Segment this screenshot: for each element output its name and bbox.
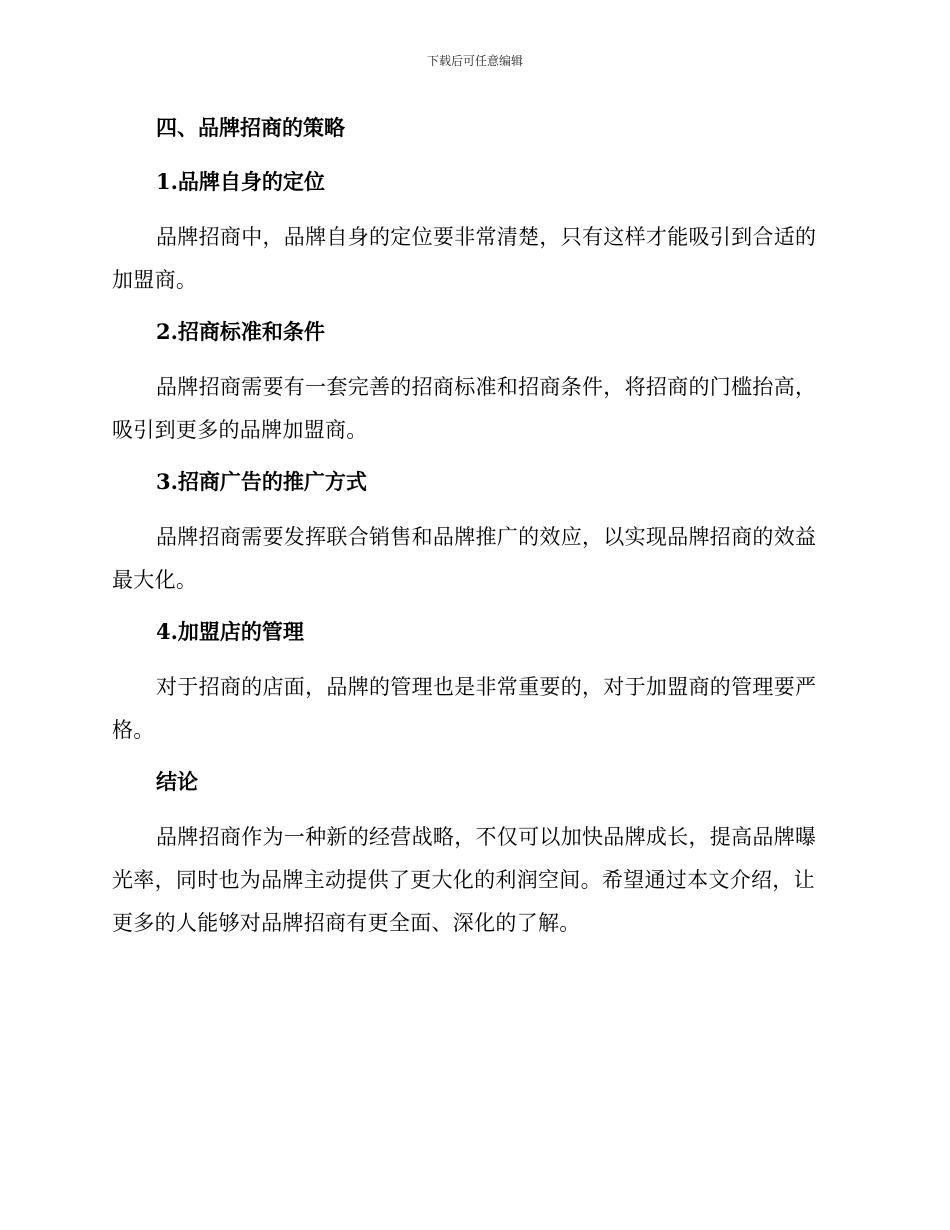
paragraph-line: 格。 xyxy=(112,718,155,742)
section-heading-strategy: 四、品牌招商的策略 xyxy=(156,115,345,140)
paragraph-line: 品牌招商作为一种新的经营战略，不仅可以加快品牌成长，提高品牌曝 xyxy=(156,825,817,849)
section-heading-conclusion: 结论 xyxy=(156,769,198,794)
paragraph-line: 对于招商的店面，品牌的管理也是非常重要的，对于加盟商的管理要严 xyxy=(156,675,817,699)
paragraph-advertising xyxy=(112,516,830,602)
paragraph-standards xyxy=(112,366,830,452)
paragraph-positioning xyxy=(112,216,830,302)
paragraph-line: 品牌招商需要有一套完善的招商标准和招商条件，将招商的门槛抬高， xyxy=(156,375,817,399)
page-header: 下载后可任意编辑 xyxy=(426,54,523,68)
section-heading-standards: 2.招商标准和条件 xyxy=(156,319,325,344)
paragraph-line: 更多的人能够对品牌招商有更全面、深化的了解。 xyxy=(112,911,581,935)
paragraph-line: 光率，同时也为品牌主动提供了更大化的利润空间。希望通过本文介绍，让 xyxy=(112,868,815,892)
section-heading-store-management: 4.加盟店的管理 xyxy=(156,619,304,644)
paragraph-store-management xyxy=(112,666,830,752)
paragraph-line: 品牌招商中，品牌自身的定位要非常清楚，只有这样才能吸引到合适的 xyxy=(156,225,817,249)
section-heading-positioning: 1.品牌自身的定位 xyxy=(156,169,325,194)
paragraph-line: 吸引到更多的品牌加盟商。 xyxy=(112,418,368,442)
paragraph-conclusion xyxy=(112,816,830,945)
paragraph-line: 最大化。 xyxy=(112,568,198,592)
paragraph-line: 品牌招商需要发挥联合销售和品牌推广的效应，以实现品牌招商的效益 xyxy=(156,525,817,549)
document-body xyxy=(112,108,830,955)
section-heading-advertising: 3.招商广告的推广方式 xyxy=(156,469,367,494)
paragraph-line: 加盟商。 xyxy=(112,268,198,292)
